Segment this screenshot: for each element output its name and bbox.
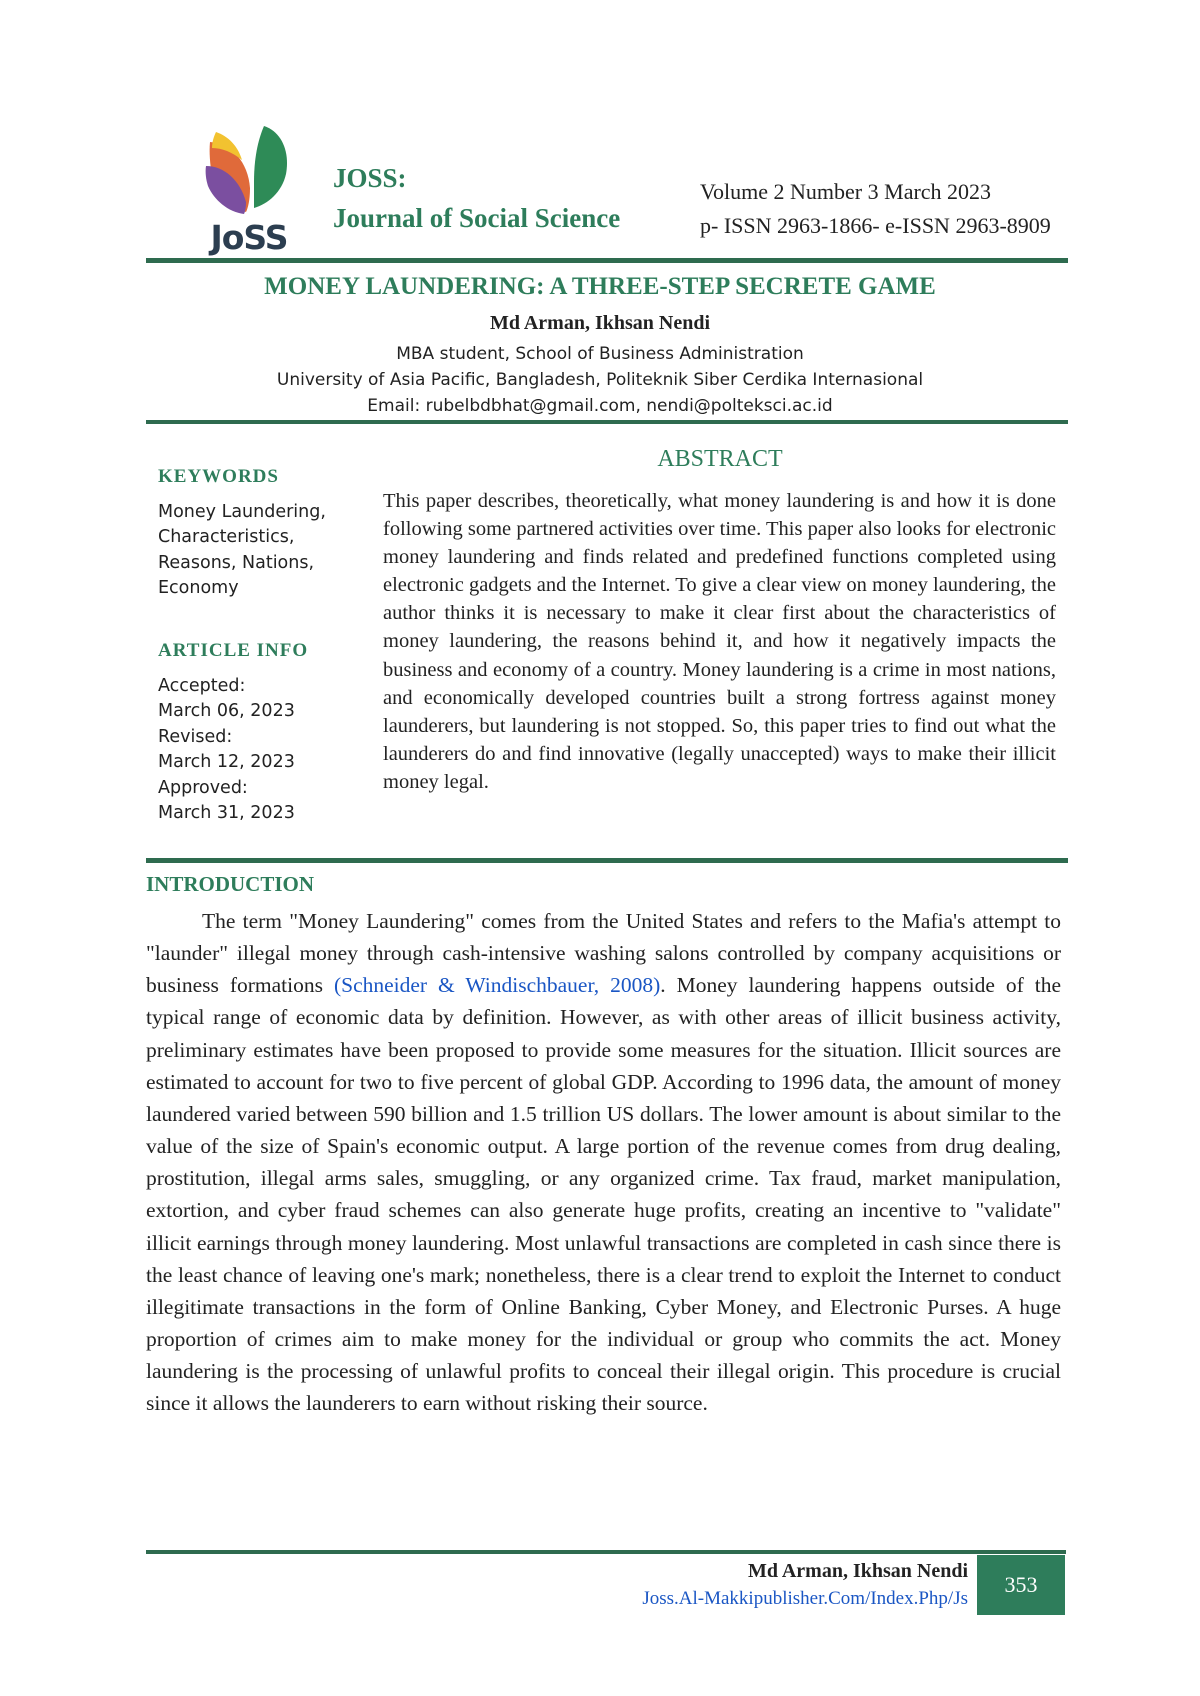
- journal-logo: [196, 122, 302, 256]
- title-divider: [146, 420, 1068, 424]
- journal-abbreviation: JOSS:: [333, 163, 407, 193]
- info-approved-date: March 31, 2023: [158, 803, 295, 823]
- volume-issue: Volume 2 Number 3 March 2023: [700, 179, 992, 204]
- leaf-logo-icon: [202, 122, 296, 218]
- introduction-text: [146, 905, 1061, 1420]
- author-email: Email: rubelbdbhat@gmail.com, nendi@polteksci.ac.id: [367, 396, 833, 416]
- abstract-text: This paper describes, theoretically, what money laundering is and how it is done following some partnered activities over time. This paper also looks for electronic money laundering and finds related and predefined functions completed using electronic gadgets and the Internet. To give a clear view on money laundering, the author thinks it is necessary to make it clear first about the characteristics of money laundering, the reasons behind it, and how it negatively impacts the business and economy of a country. Money laundering is a crime in most nations, and economically developed countries built a strong fortress against money launderers, but laundering is not stopped. So, this paper tries to find out what the launderers do and find innovative (legally unaccepted) ways to make their illicit money legal.: [383, 490, 1056, 793]
- article-title: MONEY LAUNDERING: A THREE-STEP SECRETE GAME: [264, 273, 936, 300]
- journal-full-name: Journal of Social Science: [333, 203, 621, 233]
- header-divider: [146, 258, 1068, 263]
- info-accepted-date: March 06, 2023: [158, 701, 295, 721]
- volume-info: [700, 175, 1051, 243]
- abstract-divider: [146, 858, 1068, 863]
- info-accepted-label: Accepted:: [158, 675, 246, 696]
- intro-text-part-1: The term "Money Laundering" comes from the United States and refers to the Mafia's attempt to "launder" illegal money through cash-intensive washing salons controlled by company acquisitions or business formations: [146, 909, 1061, 998]
- keywords-section: [158, 464, 348, 602]
- footer-url[interactable]: Joss.Al-Makkipublisher.Com/Index.Php/Js: [642, 1588, 968, 1609]
- page-number: 353: [977, 1555, 1065, 1615]
- info-revised-date: March 12, 2023: [158, 752, 295, 772]
- info-approved-label: Approved:: [158, 777, 248, 798]
- footer-authors: Md Arman, Ikhsan Nendi: [747, 1560, 968, 1582]
- citation-link[interactable]: (Schneider & Windischbauer, 2008): [333, 973, 661, 998]
- abstract-heading: ABSTRACT: [657, 446, 783, 472]
- keywords-list: Money Laundering, Characteristics, Reasons, Nations, Economy: [158, 501, 326, 598]
- article-info-section: [158, 638, 348, 827]
- introduction-heading: INTRODUCTION: [146, 872, 315, 896]
- journal-name: [333, 158, 620, 238]
- intro-text-part-2: . Money laundering happens outside of the typical range of economic data by definition. However, as with other areas of illicit business activity, preliminary estimates have been proposed to provide some measures for the situation. Illicit sources are estimated to account for two to five percent of global GDP. According to 1996 data, the amount of money laundered varied between 590 billion and 1.5 trillion US dollars. The lower amount is about similar to the value of the size of Spain's economic output. A large portion of the revenue comes from drug dealing, prostitution, illegal arms sales, smuggling, or any organized crime. Tax fraud, market manipulation, extortion, and cyber fraud schemes can also generate huge profits, creating an incentive to "validate" illicit earnings through money laundering. Most unlawful transactions are completed in cash since there is the least chance of leaving one's mark; nonetheless, there is a clear trend to exploit the Internet to conduct illegitimate transactions in the form of Online Banking, Cyber Money, and Electronic Purses. A huge proportion of crimes aim to make money for the individual or group who commits the act. Money laundering is the processing of unlawful profits to conceal their illegal origin. This procedure is crucial since it allows the launderers to earn without risking their source.: [146, 973, 1061, 1416]
- issn: p- ISSN 2963-1866- e-ISSN 2963-8909: [700, 213, 1051, 238]
- keywords-heading: KEYWORDS: [158, 466, 279, 487]
- footer-divider: [146, 1550, 1066, 1554]
- article-info-heading: ARTICLE INFO: [158, 640, 309, 661]
- affiliation-1: MBA student, School of Business Administration: [396, 344, 804, 364]
- affiliation-2: University of Asia Pacific, Bangladesh, Politeknik Siber Cerdika Internasional: [276, 370, 924, 390]
- article-authors: Md Arman, Ikhsan Nendi: [489, 312, 711, 334]
- info-revised-label: Revised:: [158, 726, 233, 747]
- logo-wordmark: JoSS: [210, 218, 288, 257]
